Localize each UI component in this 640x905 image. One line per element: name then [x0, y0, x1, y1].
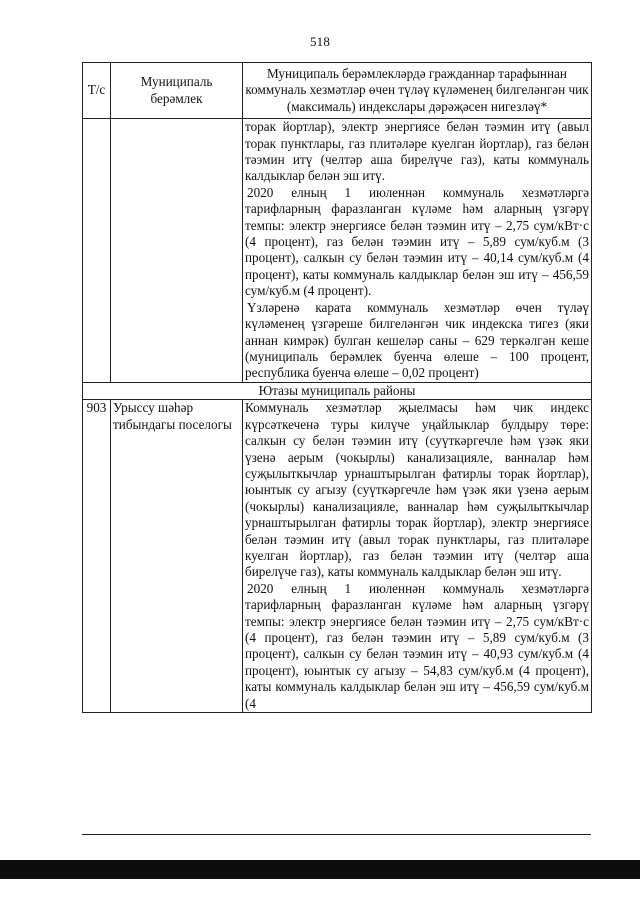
cell-municipality-empty	[111, 119, 243, 383]
row-municipality: Урыссу шәһәр тибындагы поселогы	[111, 400, 243, 713]
row-number: 903	[83, 400, 111, 713]
section-row	[83, 382, 592, 400]
table-row-903	[83, 400, 592, 713]
cell-number-empty	[83, 119, 111, 383]
paragraph-tariffs: 2020 елның 1 июленнән коммуналь хезмәтләргә тарифларның фаразланган күләме һәм аларның үзгәрү темпы: электр энергиясе белән тәэмин итү – 2,75 сум/кВт·с (4 процент), газ белән тәэмин итү – 5,89 сум/куб.м (3 процент), салкын су белән тәэмин итү – 40,14 сум/куб.м (4 процент), каты коммуналь калдыклар белән эш итү – 456,59 сум/куб.м (4 процент).	[245, 184, 589, 299]
page-cut-area	[82, 834, 591, 861]
paragraph-utility-types-end: торак йортлар), электр энергиясе белән тәэмин итү (авыл торак пунктлары, газ плитәләре куелган йортлар), газ белән тәэмин итү (челтәр аша бирелүче газ), каты коммуналь калдыклар белән эш итү.	[245, 119, 589, 184]
section-title: Ютазы муниципаль районы	[83, 382, 592, 400]
header-number: Т/с	[83, 63, 111, 119]
table-header-row	[83, 63, 592, 119]
scan-edge-bar	[0, 860, 640, 879]
header-description: Муниципаль берәмлекләрдә гражданнар тарафыннан коммуналь хезмәтләр өчен түләү күләменең билгеләнгән чик (максималь) индекслары дәрәҗәсен нигезләү*	[243, 63, 592, 119]
paragraph-utility-types: Коммуналь хезмәтләр җыелмасы һәм чик индекс күрсәткеченә туры килүче уңайлыклар булдыру төре: салкын су белән тәэмин итү (суүткәргечле һәм үзәк яки үзенә аерым (чокырлы) канализацияле, ванналар һәм суҗылыткычлар урнаштырылган фатирлы торак йортлар), юынтык су агызу (суүткәргечле һәм үзәк яки үзенә аерым (чокырлы) канализацияле, ванналар һәм суҗылыткычлар урнаштырылган фатирлы торак йортлар), электр энергиясе белән тәэмин итү (авыл торак пунктлары, газ плитәләре куелган йортлар), газ белән тәэмин итү (челтәр аша бирелүче газ), каты коммуналь калдыклар белән эш итү.	[245, 400, 589, 580]
table-row-continued	[83, 119, 592, 383]
page-number: 518	[309, 34, 331, 49]
paragraph-tariffs-903: 2020 елның 1 июленнән коммуналь хезмәтләргә тарифларның фаразланган күләме һәм аларның үзгәрү темпы: электр энергиясе белән тәэмин итү – 2,75 сум/кВт·с (4 процент), газ белән тәэмин итү – 5,89 сум/куб.м (3 процент), салкын су белән тәэмин итү – 40,93 сум/куб.м (4 процент), юынтык су агызу – 54,83 сум/куб.м (4 процент), каты коммуналь калдыклар белән эш итү – 456,59 сум/куб.м (4	[245, 580, 589, 711]
row-description	[243, 400, 592, 713]
cell-description-continued	[243, 119, 592, 383]
municipal-index-table	[82, 62, 592, 713]
header-municipality: Муниципаль берәмлек	[111, 63, 243, 119]
paragraph-population: Үзләренә карата коммуналь хезмәтләр өчен түләү күләменең үзгәреше билгеләнгән чик индекска тигез (яки аннан кимрәк) булган кешеләр саны – 629 теркәлгән кеше (муниципаль берәмлек буенча өлеше – 100 процент, республика буенча өлеше – 0,02 процент)	[245, 299, 589, 381]
